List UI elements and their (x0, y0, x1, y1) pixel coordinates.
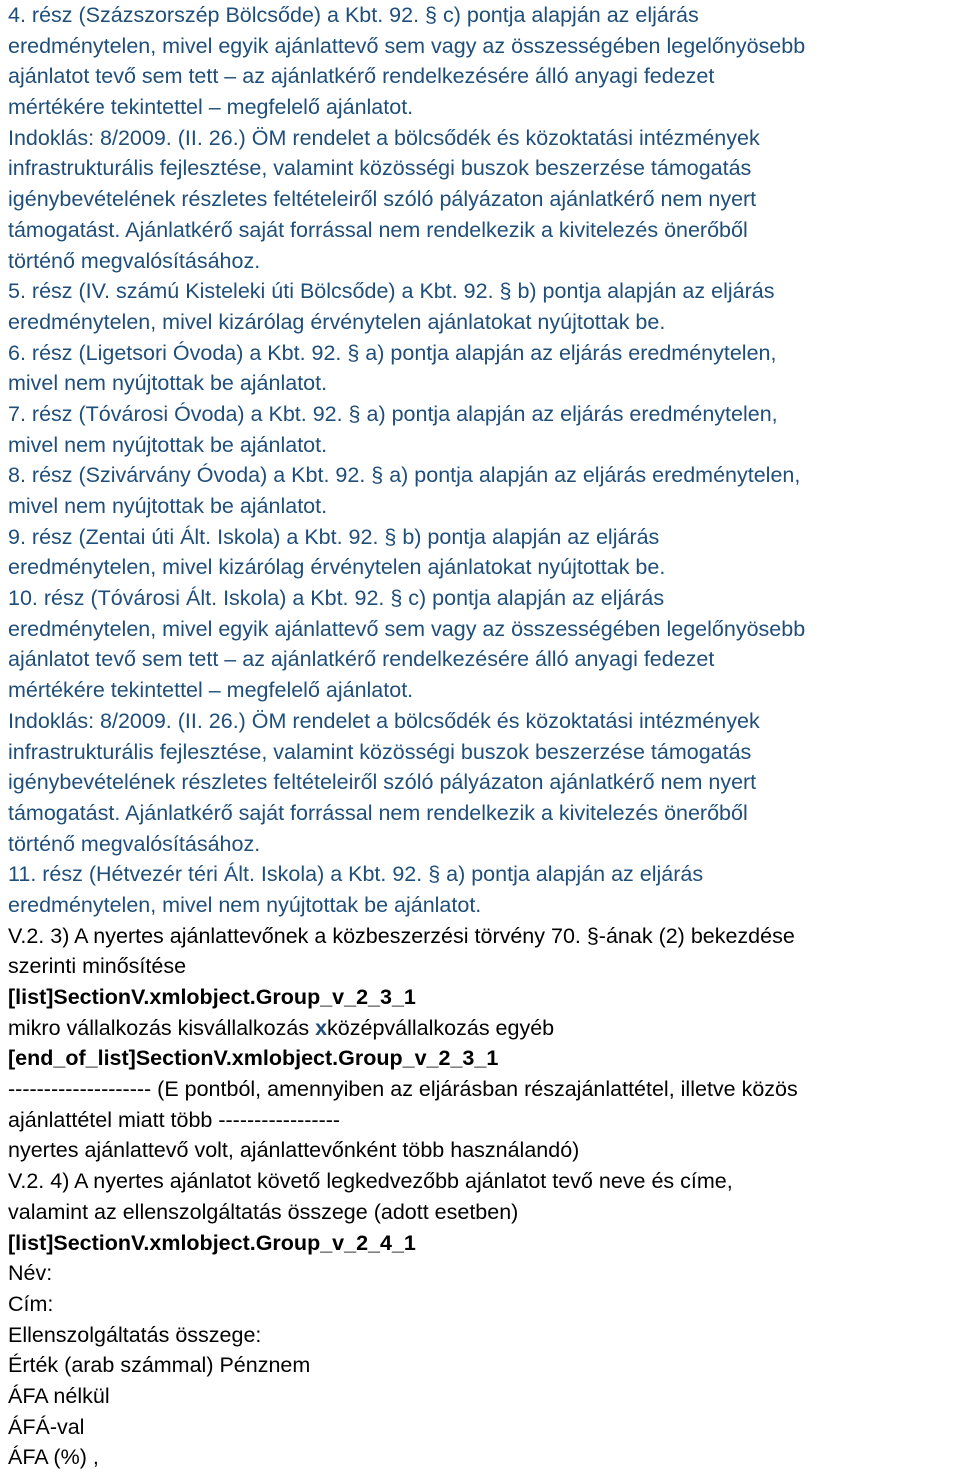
field-label-address: Cím: (8, 1291, 54, 1316)
field-label-consideration: Ellenszolgáltatás összege: (8, 1322, 262, 1347)
text-line: Indoklás: 8/2009. (II. 26.) ÖM rendelet a bölcsődék és közoktatási intézmények (8, 125, 760, 150)
text-line: eredménytelen, mivel nem nyújtottak be ajánlatot. (8, 892, 482, 917)
text-line: szerinti minősítése (8, 954, 187, 979)
text-line: eredménytelen, mivel egyik ajánlattevő sem vagy az összességében legelőnyösebb (8, 616, 806, 641)
text-line: 4. rész (Százszorszép Bölcsőde) a Kbt. 92. § c) pontja alapján az eljárás (8, 3, 699, 27)
text-line: mivel nem nyújtottak be ajánlatot. (8, 371, 328, 396)
text-line: nyertes ajánlattevő volt, ajánlattevőnként több használandó) (8, 1138, 580, 1163)
text-line: eredménytelen, mivel kizárólag érvénytelen ajánlatokat nyújtottak be. (8, 555, 666, 580)
section-heading: V.2. 4) A nyertes ajánlatot követő legkedvezőbb ajánlatot tevő neve és címe, (8, 1169, 733, 1194)
field-label-name: Név: (8, 1261, 53, 1286)
text-line: infrastrukturális fejlesztése, valamint közösségi buszok beszerzése támogatás (8, 156, 752, 181)
text-line: 11. rész (Hétvezér téri Ált. Iskola) a Kbt. 92. § a) pontja alapján az eljárás (8, 862, 704, 887)
list-marker: [list]SectionV.xmlobject.Group_v_2_3_1 (8, 985, 416, 1009)
field-label-net: ÁFA nélkül (8, 1383, 110, 1408)
text-line: ajánlattétel miatt több ----------------- (8, 1107, 341, 1132)
field-label-gross: ÁFÁ-val (8, 1414, 85, 1439)
text-line: történő megvalósításához. (8, 831, 261, 856)
text-line: infrastrukturális fejlesztése, valamint közösségi buszok beszerzése támogatás (8, 739, 752, 764)
text-line: mivel nem nyújtottak be ajánlatot. (8, 432, 328, 457)
text-line: támogatást. Ajánlatkérő saját forrással nem rendelkezik a kivitelezés önerőből (8, 800, 748, 825)
text-line: eredménytelen, mivel egyik ajánlattevő sem vagy az összességében legelőnyösebb (8, 33, 806, 58)
size-options-before: mikro vállalkozás kisvállalkozás (8, 1015, 316, 1040)
text-line: 9. rész (Zentai úti Ált. Iskola) a Kbt. 92. § b) pontja alapján az eljárás (8, 524, 660, 549)
text-line: Indoklás: 8/2009. (II. 26.) ÖM rendelet a bölcsődék és közoktatási intézmények (8, 708, 760, 733)
list-marker: [list]SectionV.xmlobject.Group_v_2_4_1 (8, 1230, 416, 1255)
text-line: támogatást. Ajánlatkérő saját forrással nem rendelkezik a kivitelezés önerőből (8, 217, 748, 242)
text-line: ajánlatot tevő sem tett – az ajánlatkérő rendelkezésére álló anyagi fedezet (8, 647, 715, 672)
text-line: mértékére tekintettel – megfelelő ajánlatot. (8, 678, 414, 703)
text-line: -------------------- (E pontból, amennyiben az eljárásban részajánlattétel, illetve közös (8, 1077, 798, 1102)
text-line: történő megvalósításához. (8, 248, 261, 273)
size-options-after: középvállalkozás egyéb (327, 1015, 555, 1040)
text-line: 7. rész (Tóvárosi Óvoda) a Kbt. 92. § a) pontja alapján az eljárás eredménytelen, (8, 401, 778, 426)
text-line: mivel nem nyújtottak be ajánlatot. (8, 494, 328, 518)
text-line: igénybevételének részletes feltételeiről szóló pályázaton ajánlatkérő nem nyert (8, 770, 757, 795)
text-line: ajánlatot tevő sem tett – az ajánlatkérő rendelkezésére álló anyagi fedezet (8, 64, 715, 89)
text-line: mértékére tekintettel – megfelelő ajánlatot. (8, 95, 414, 120)
text-line: 10. rész (Tóvárosi Ált. Iskola) a Kbt. 92. § c) pontja alapján az eljárás (8, 586, 665, 611)
enterprise-size-options (8, 1013, 952, 1044)
field-label-value: Érték (arab számmal) Pénznem (8, 1353, 311, 1378)
field-label-vat-rate: ÁFA (%) , (8, 1445, 99, 1470)
text-line: 8. rész (Szivárvány Óvoda) a Kbt. 92. § a) pontja alapján az eljárás eredménytelen, (8, 463, 801, 488)
list-end-marker: [end_of_list]SectionV.xmlobject.Group_v_2_3_1 (8, 1046, 499, 1071)
text-line: igénybevételének részletes feltételeiről szóló pályázaton ajánlatkérő nem nyert (8, 187, 757, 212)
text-line: valamint az ellenszolgáltatás összege (adott esetben) (8, 1199, 519, 1224)
section-heading: V.2. 3) A nyertes ajánlattevőnek a közbeszerzési törvény 70. §-ának (2) bekezdése (8, 923, 795, 948)
text-line: 5. rész (IV. számú Kisteleki úti Bölcsőde) a Kbt. 92. § b) pontja alapján az eljárás (8, 279, 775, 304)
text-line: eredménytelen, mivel kizárólag érvénytelen ajánlatokat nyújtottak be. (8, 309, 666, 334)
text-line: 6. rész (Ligetsori Óvoda) a Kbt. 92. § a) pontja alapján az eljárás eredménytelen, (8, 340, 777, 365)
selected-mark: x (315, 1015, 328, 1040)
